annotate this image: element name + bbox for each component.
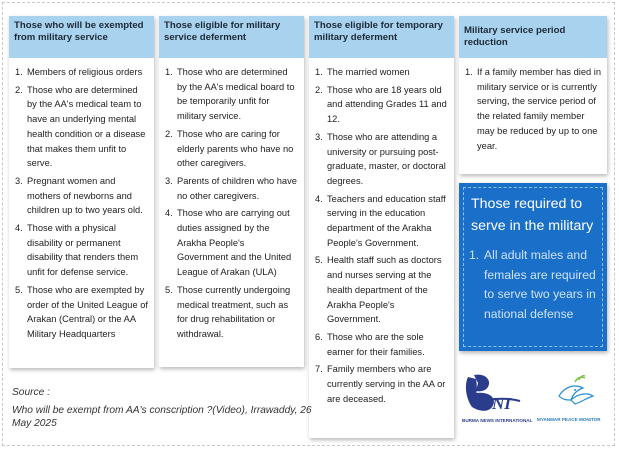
item-text: Family members who are currently serving in the AA or are deceased. — [327, 364, 446, 404]
item-number: 5. — [15, 284, 23, 295]
list-item — [9, 283, 154, 342]
svg-text:NI: NI — [492, 394, 511, 413]
period-reduction-list — [459, 65, 607, 156]
item-number: 7. — [315, 364, 323, 375]
item-number: 3. — [315, 131, 323, 142]
temporary-deferment-list — [309, 65, 454, 409]
list-item — [9, 174, 154, 218]
list-item — [309, 192, 454, 251]
deferment-column — [159, 16, 304, 367]
list-item — [159, 127, 304, 171]
item-text: The married women — [327, 67, 410, 77]
source-label: Source : — [12, 387, 50, 398]
list-item — [159, 283, 304, 342]
item-text: Those who are determined by the AA's medical team to have an underlying mental health condition or a disease that makes them unfit to serve. — [27, 84, 146, 169]
list-item — [309, 330, 454, 359]
list-item — [159, 65, 304, 124]
mpm-logo — [535, 370, 607, 426]
deferment-list — [159, 65, 304, 345]
item-number: 1. — [15, 67, 23, 77]
dove-icon — [535, 370, 607, 416]
required-title: Those required to serve in the military — [471, 196, 594, 234]
exempted-column — [9, 16, 154, 368]
list-item — [309, 362, 454, 406]
item-text: All adult males and females are required to serve two years in national defense — [484, 248, 596, 321]
bni-logo-text: BURMA NEWS INTERNATIONAL — [462, 418, 533, 423]
list-item — [309, 130, 454, 189]
item-number: 2. — [15, 84, 23, 95]
item-text: Those who are caring for elderly parents who have no other caregivers. — [177, 128, 294, 169]
item-text: Those with a physical disability or permanent disability that renders them unfit for defense service. — [27, 223, 139, 278]
item-number: 1. — [469, 248, 480, 262]
required-service-box — [459, 183, 607, 351]
item-text: Members of religious orders — [27, 67, 143, 77]
source-citation: Who will be exempt from AA's conscription ?(Video), Irrawaddy, 26 May 2025 — [12, 405, 312, 429]
list-item — [309, 65, 454, 80]
list-item — [159, 206, 304, 280]
item-number: 4. — [165, 208, 173, 219]
required-item — [471, 246, 599, 324]
item-text: Teachers and education staff serving in the education department of the Arakha People's Government. — [327, 193, 446, 248]
item-text: Those who are exempted by order of the United League of Arakan (Central) or the AA Military Headquarters — [27, 284, 148, 339]
column-heading: Those eligible for temporary military deferment — [309, 16, 454, 58]
item-number: 6. — [315, 331, 323, 342]
item-number: 1. — [465, 67, 473, 77]
item-number: 1. — [165, 67, 173, 77]
item-text: Pregnant women and mothers of newborns and children up to two years old. — [27, 175, 143, 216]
list-item — [9, 83, 154, 171]
column-heading: Military service period reduction — [459, 16, 607, 58]
mpm-logo-text: MYANMAR PEACE MONITOR — [537, 417, 601, 422]
period-reduction-column — [459, 16, 607, 174]
item-text: Those who are determined by the AA's medical board to be temporarily unfit for military service. — [177, 67, 295, 122]
temporary-deferment-column — [309, 16, 454, 438]
list-item — [309, 253, 454, 327]
column-heading: Those who will be exempted from military service — [9, 16, 154, 58]
item-number: 2. — [165, 128, 173, 139]
item-text: Those who are attending a university or pursuing post-graduate, master, or doctoral degrees. — [327, 131, 446, 186]
item-text: If a family member has died in military service or is currently serving, the service period of the related family member may be reduced by up to one year. — [477, 67, 602, 151]
item-text: Those who are the sole earner for their families. — [327, 331, 425, 357]
item-number: 5. — [165, 284, 173, 295]
item-text: Health staff such as doctors and nurses serving at the health department of the Arakha People's Government. — [327, 255, 442, 325]
list-item — [309, 83, 454, 127]
item-text: Those currently undergoing medical treatment, such as for drug rehabilitation or withdrawal. — [177, 284, 291, 339]
list-item — [459, 65, 607, 153]
bni-logo — [462, 371, 534, 426]
item-number: 4. — [15, 223, 23, 234]
column-heading: Those eligible for military service deferment — [159, 16, 304, 58]
list-item — [9, 221, 154, 280]
item-number: 3. — [15, 175, 23, 186]
item-text: Those who are carrying out duties assigned by the Arakha People's Government and the United League of Arakan (ULA) — [177, 208, 292, 278]
item-number: 4. — [315, 193, 323, 204]
bni-logo-icon — [462, 371, 534, 417]
item-number: 2. — [315, 84, 323, 95]
item-text: Those who are 18 years old and attending Grades 11 and 12. — [327, 84, 447, 125]
source-note — [12, 386, 312, 430]
exempted-list — [9, 65, 154, 345]
list-item — [9, 65, 154, 80]
item-number: 5. — [315, 255, 323, 266]
item-text: Parents of children who have no other caregivers. — [177, 175, 297, 201]
list-item — [159, 174, 304, 203]
item-number: 3. — [165, 175, 173, 186]
item-number: 1. — [315, 67, 323, 77]
